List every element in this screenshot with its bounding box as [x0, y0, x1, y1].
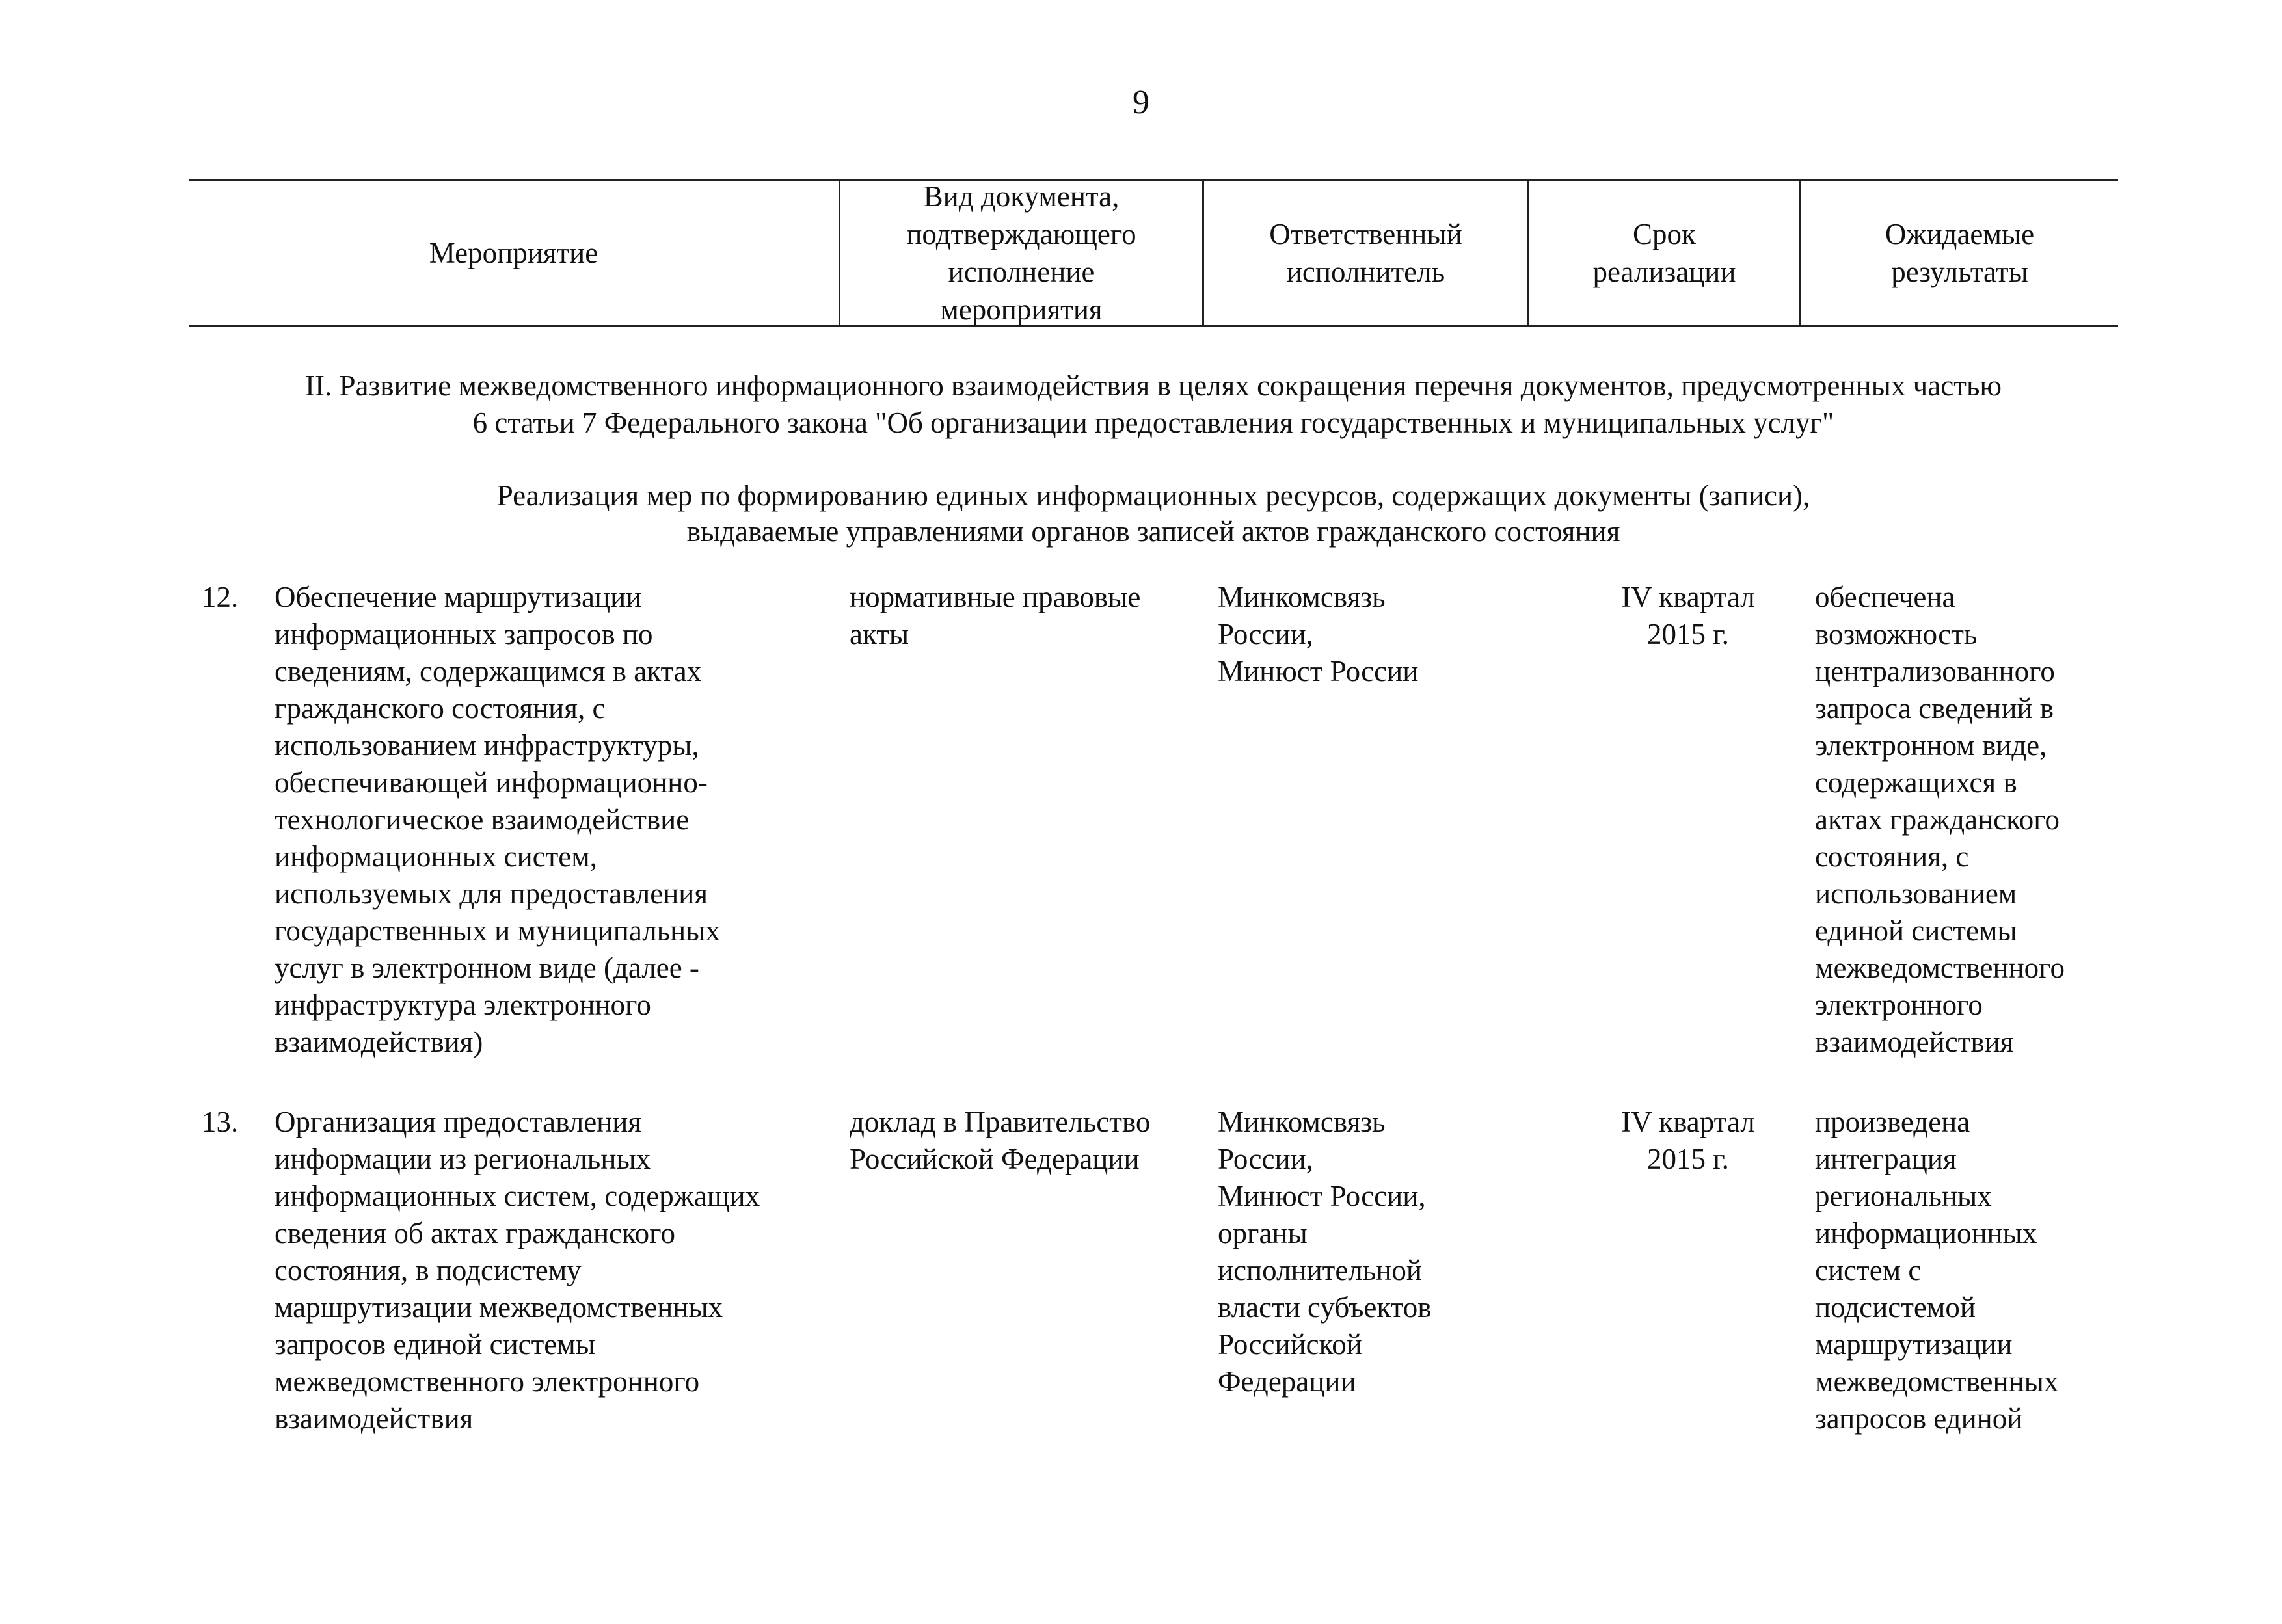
header-expected-results: Ожидаемые результаты	[1799, 181, 2118, 325]
row-activity: Обеспечение маршрутизации информационных запросов по сведениям, содержащимся в актах гражданского состояния, с использованием инфраструктуры, обеспечивающей информационно- технологическое взаимодействие информационных систем, используемых для предоставления государственных и муниципальных услуг в электронном виде (далее - инфраструктура электронного взаимодействия)	[275, 581, 720, 1058]
row-document-type: доклад в Правительство Российской Федерации	[850, 1106, 1151, 1175]
row-number: 12.	[202, 581, 239, 613]
section-title: II. Развитие межведомственного информационного взаимодействия в целях сокращения перечня документов, предусмотренных частью 6 статьи 7 Федерального закона "Об организации предоставления государственных и муниципальных услуг"	[304, 369, 2002, 439]
row-term: IV квартал 2015 г.	[1621, 581, 1755, 650]
row-term: IV квартал 2015 г.	[1621, 1106, 1755, 1175]
row-executor: Минкомсвязь России, Минюст России	[1218, 581, 1419, 687]
header-implementation-term: Срок реализации	[1527, 181, 1799, 325]
table-header	[189, 179, 2118, 327]
row-document-type: нормативные правовые акты	[850, 581, 1141, 650]
page-number: 9	[1133, 84, 1149, 121]
header-document-type: Вид документа, подтверждающего исполнение мероприятия	[839, 181, 1202, 325]
row-activity: Организация предоставления информации из региональных информационных систем, содержащих сведения об актах гражданского состояния, в подсистему маршрутизации межведомственных запросов единой системы межведомственного электронного взаимодействия	[275, 1106, 760, 1435]
table-row	[189, 579, 2118, 1099]
table-row	[189, 1104, 2118, 1624]
row-result: обеспечена возможность централизованного запроса сведений в электронном виде, содержащихся в актах гражданского состояния, с использованием единой системы межведомственного электронного взаимодействия	[1815, 581, 2065, 1058]
header-activity: Мероприятие	[429, 237, 598, 269]
subsection-title: Реализация мер по формированию единых информационных ресурсов, содержащих документы (записи), выдаваемые управлениями органов записей актов гражданского состояния	[496, 479, 1810, 548]
row-result: произведена интеграция региональных информационных систем с подсистемой маршрутизации межведомственных запросов единой	[1815, 1106, 2059, 1435]
row-executor: Минкомсвязь России, Минюст России, органы исполнительной власти субъектов Российской Федерации	[1218, 1106, 1432, 1398]
row-number: 13.	[202, 1106, 239, 1138]
header-responsible-executor: Ответственный исполнитель	[1202, 181, 1527, 325]
